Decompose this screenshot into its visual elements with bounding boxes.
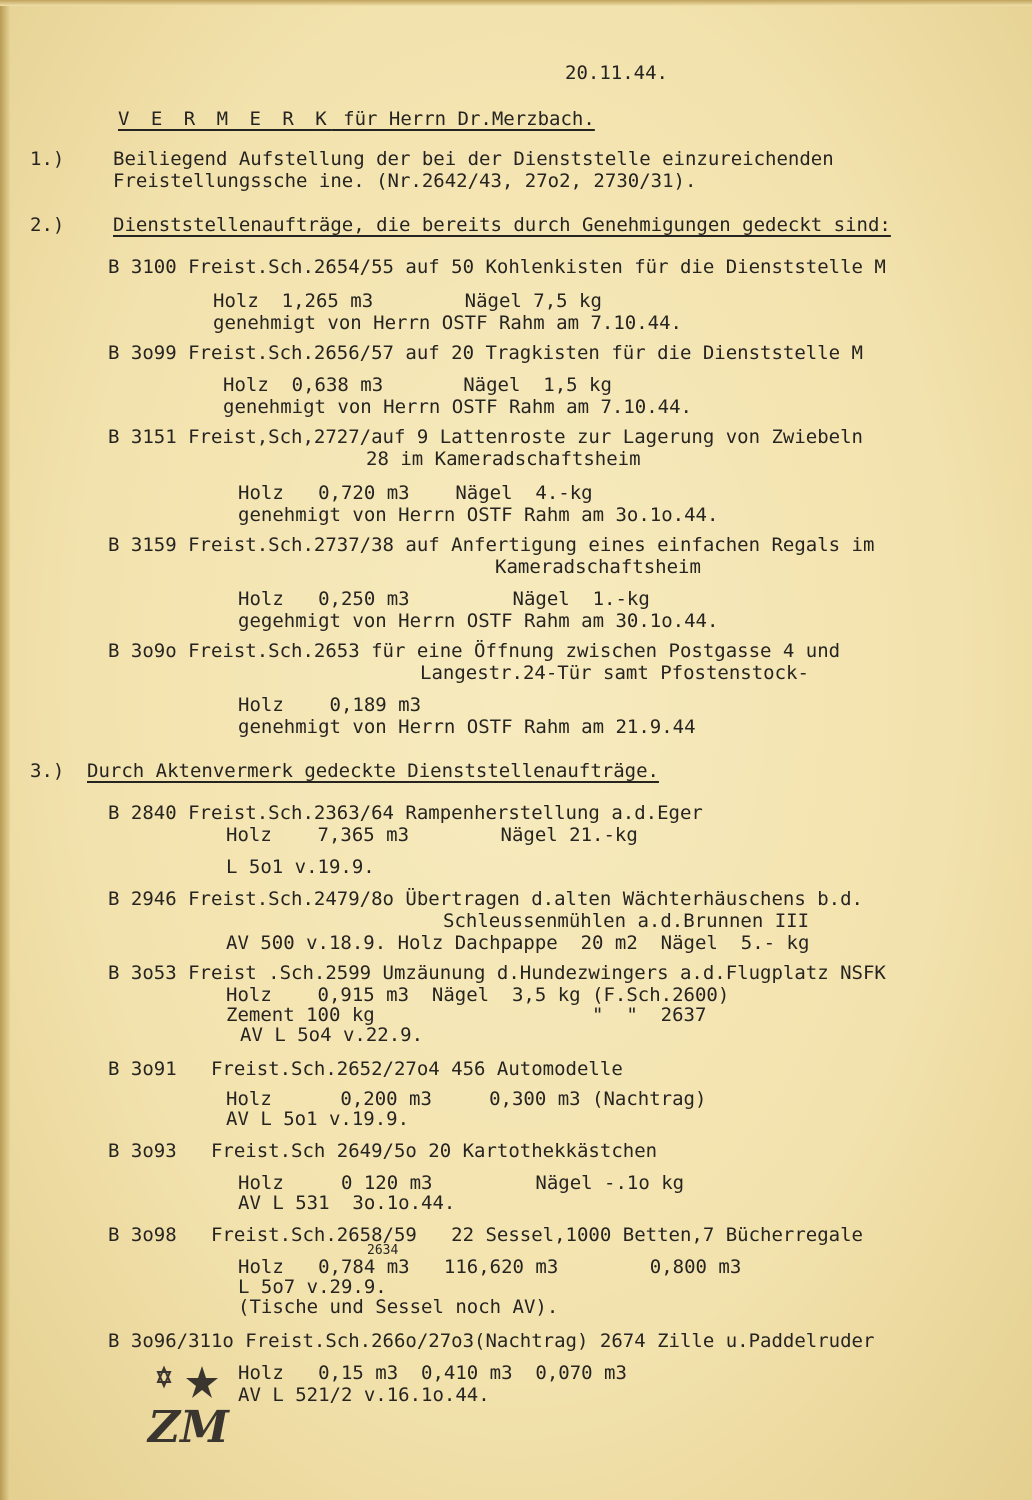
superscript-correction: 2634 (367, 1243, 399, 1258)
entry-line: AV L 5o1 v.19.9. (226, 1108, 410, 1130)
entry-line: Holz 0,720 m3 Nägel 4.-kg (238, 482, 593, 504)
entry-line: L 5o1 v.19.9. (226, 856, 375, 878)
entry-line: gegehmigt von Herrn OSTF Rahm am 30.1o.44. (238, 610, 719, 632)
entry-line: AV L 5o4 v.22.9. (240, 1024, 424, 1046)
entry-line: B 3o91 Freist.Sch.2652/27o4 456 Automodelle (108, 1058, 623, 1080)
entry-line: Kameradschaftsheim (495, 556, 701, 578)
stamp-letters: ZM (148, 1402, 229, 1450)
entry-line: Holz 0,200 m3 0,300 m3 (Nachtrag) (226, 1088, 707, 1110)
entry-line: B 3o99 Freist.Sch.2656/57 auf 20 Tragkisten für die Dienststelle M (108, 342, 863, 364)
entry-line: Holz 0,638 m3 Nägel 1,5 kg (223, 374, 612, 396)
entry-line: B 3o9o Freist.Sch.2653 für eine Öffnung zwischen Postgasse 4 und (108, 640, 841, 662)
section-1-number: 1.) (30, 148, 65, 170)
entry-line: B 3o96/311o Freist.Sch.266o/27o3(Nachtrag) 2674 Zille u.Paddelruder (108, 1330, 875, 1352)
entry-line: L 5o7 v.29.9. (238, 1276, 387, 1298)
entry-line: genehmigt von Herrn OSTF Rahm am 7.10.44. (223, 396, 692, 418)
entry-line: (Tische und Sessel noch AV). (238, 1296, 559, 1318)
entry-line: AV L 531 3o.1o.44. (238, 1192, 456, 1214)
entry-line: 28 im Kameradschaftsheim (366, 448, 641, 470)
entry-line: Zement 100 kg " " 2637 (226, 1004, 707, 1026)
entry-line: Holz 0,189 m3 (238, 694, 422, 716)
paper-edge-left (0, 0, 10, 1500)
entry-line: Holz 0,784 m3 116,620 m3 0,800 m3 (238, 1256, 742, 1278)
section-1-line-2: Freistellungssche ine. (Nr.2642/43, 27o2, 2730/31). (113, 170, 697, 192)
entry-line: AV L 521/2 v.16.1o.44. (238, 1384, 490, 1406)
memo-title (118, 108, 595, 130)
entry-line: B 3o53 Freist .Sch.2599 Umzäunung d.Hundezwingers a.d.Flugplatz NSFK (108, 962, 886, 984)
entry-line: B 3151 Freist,Sch,2727/auf 9 Lattenroste zur Lagerung von Zwiebeln (108, 426, 863, 448)
section-3-number: 3.) (30, 760, 65, 782)
entry-line: Holz 0 120 m3 Nägel -.1o kg (238, 1172, 685, 1194)
memo-title-spaced: V E R M E R K (118, 108, 332, 130)
memo-title-rest: für Herrn Dr.Merzbach. (331, 108, 595, 130)
entry-line: B 3100 Freist.Sch.2654/55 auf 50 Kohlenkisten für die Dienststelle M (108, 256, 886, 278)
entry-line: AV 500 v.18.9. Holz Dachpappe 20 m2 Nägel 5.- kg (226, 932, 810, 954)
entry-line: B 3o93 Freist.Sch 2649/5o 20 Kartothekkästchen (108, 1140, 658, 1162)
archive-stamp-icon (140, 1360, 230, 1450)
document-date: 20.11.44. (565, 62, 668, 84)
entry-line: Langestr.24-Tür samt Pfostenstock- (420, 662, 809, 684)
section-3-heading: Durch Aktenvermerk gedeckte Dienststellenaufträge. (87, 760, 659, 782)
entry-line: Holz 0,915 m3 Nägel 3,5 kg (F.Sch.2600) (226, 984, 730, 1006)
section-2-heading: Dienststellenaufträge, die bereits durch Genehmigungen gedeckt sind: (113, 214, 891, 236)
entry-line: B 3o98 Freist.Sch.2658/59 22 Sessel,1000 Betten,7 Bücherregale (108, 1224, 863, 1246)
entry-line: Holz 0,250 m3 Nägel 1.-kg (238, 588, 650, 610)
entry-line: Holz 7,365 m3 Nägel 21.-kg (226, 824, 638, 846)
section-2-number: 2.) (30, 214, 65, 236)
entry-line: B 2840 Freist.Sch.2363/64 Rampenherstellung a.d.Eger (108, 802, 703, 824)
entry-line: genehmigt von Herrn OSTF Rahm am 7.10.44. (213, 312, 682, 334)
entry-line: Holz 1,265 m3 Nägel 7,5 kg (213, 290, 602, 312)
entry-line: B 3159 Freist.Sch.2737/38 auf Anfertigung eines einfachen Regals im (108, 534, 875, 556)
entry-line: Holz 0,15 m3 0,410 m3 0,070 m3 (238, 1362, 627, 1384)
entry-line: Schleussenmühlen a.d.Brunnen III (443, 910, 810, 932)
entry-line: B 2946 Freist.Sch.2479/8o Übertragen d.alten Wächterhäuschens b.d. (108, 888, 863, 910)
entry-line: genehmigt von Herrn OSTF Rahm am 21.9.44 (238, 716, 696, 738)
section-1-line-1: Beiliegend Aufstellung der bei der Dienststelle einzureichenden (113, 148, 834, 170)
entry-line: genehmigt von Herrn OSTF Rahm am 3o.1o.44. (238, 504, 719, 526)
paper-edge-top (0, 0, 1032, 6)
